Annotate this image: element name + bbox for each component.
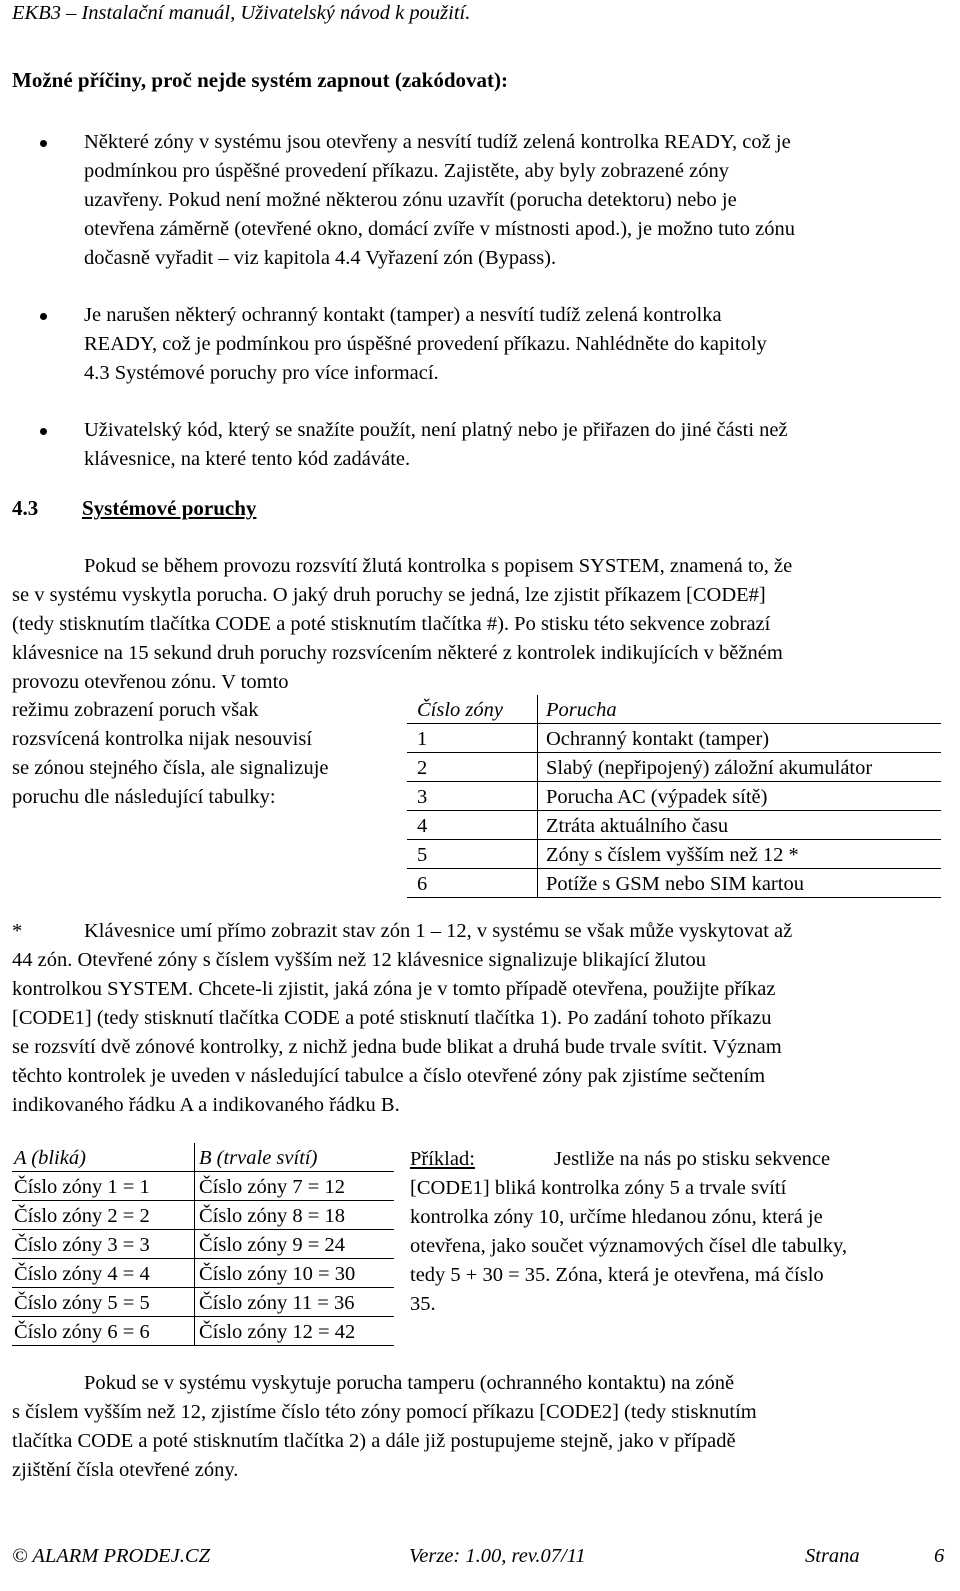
fault-table	[407, 695, 941, 898]
column-header: A (bliká)	[12, 1143, 195, 1172]
blink-cell: Číslo zóny 4 = 4	[12, 1259, 195, 1288]
zone-number-cell: 4	[407, 811, 538, 840]
text-line: rozsvícená kontrolka nijak nesouvisí	[12, 728, 313, 750]
example-label: Příklad:	[410, 1148, 475, 1170]
text-line: Je narušen některý ochranný kontakt (tamper) a nesvítí tudíž zelená kontrolka	[84, 304, 722, 326]
table-row	[12, 1288, 394, 1317]
list-item	[12, 301, 947, 388]
section-heading	[12, 496, 256, 521]
text-line: (tedy stisknutím tlačítka CODE a poté stisknutím tlačítka #). Po stisku této sekvence zobrazí	[12, 613, 771, 635]
blink-cell: Číslo zóny 6 = 6	[12, 1317, 195, 1346]
blink-cell: Číslo zóny 3 = 3	[12, 1230, 195, 1259]
blink-cell: Číslo zóny 1 = 1	[12, 1172, 195, 1201]
text-line: 4.3 Systémové poruchy pro více informací.	[84, 362, 439, 384]
zone-number-cell: 6	[407, 869, 538, 898]
page-number: 6	[934, 1545, 945, 1567]
table-row	[407, 753, 941, 782]
footnote-paragraph	[12, 917, 947, 1120]
footer-page-label: Strana	[805, 1545, 860, 1567]
text-line: uzavřeny. Pokud není možné některou zónu uzavřít (porucha detektoru) nebo je	[84, 189, 737, 211]
text-line: režimu zobrazení poruch však	[12, 699, 259, 721]
fault-cell: Ztráta aktuálního času	[538, 811, 942, 840]
fault-paragraph	[12, 552, 947, 697]
table-row	[12, 1230, 394, 1259]
column-header: B (trvale svítí)	[195, 1143, 395, 1172]
text-line: Jestliže na nás po stisku sekvence	[554, 1148, 831, 1170]
table-row	[12, 1201, 394, 1230]
text-line: tlačítka CODE a poté stisknutím tlačítka 2) a dále již postupujeme stejně, jako v případě	[12, 1430, 736, 1452]
fault-cell: Porucha AC (výpadek sítě)	[538, 782, 942, 811]
table-row	[407, 724, 941, 753]
steady-cell: Číslo zóny 7 = 12	[195, 1172, 395, 1201]
text-line: kontrolkou SYSTEM. Chcete-li zjistit, jaká zóna je v tomto případě otevřena, použijte příkaz	[12, 978, 776, 1000]
fault-cell: Ochranný kontakt (tamper)	[538, 724, 942, 753]
table-header-row	[407, 695, 941, 724]
text-line: podmínkou pro úspěšné provedení příkazu. Zajistěte, aby byly zobrazené zóny	[84, 160, 729, 182]
text-line: otevřena, jako součet významových čísel dle tabulky,	[410, 1235, 847, 1257]
text-line: Uživatelský kód, který se snažíte použít, není platný nebo je přiřazen do jiné části než	[84, 419, 788, 441]
table-row	[407, 811, 941, 840]
text-line: klávesnice na 15 sekund druh poruchy rozsvícením některé z kontrolek indikujících v běžném	[12, 642, 783, 664]
example-box	[410, 1145, 950, 1319]
steady-cell: Číslo zóny 9 = 24	[195, 1230, 395, 1259]
table-row	[12, 1259, 394, 1288]
zone-number-cell: 5	[407, 840, 538, 869]
fault-side-text	[12, 696, 329, 812]
steady-cell: Číslo zóny 11 = 36	[195, 1288, 395, 1317]
text-line: se rozsvítí dvě zónové kontrolky, z nichž jedna bude blikat a druhá bude trvale svítit. Význam	[12, 1036, 782, 1058]
steady-cell: Číslo zóny 10 = 30	[195, 1259, 395, 1288]
steady-cell: Číslo zóny 12 = 42	[195, 1317, 395, 1346]
asterisk-marker: *	[12, 920, 23, 942]
running-header: EKB3 – Instalační manuál, Uživatelský návod k použití.	[12, 2, 471, 24]
section-number: 4.3	[12, 496, 39, 520]
table-row	[12, 1172, 394, 1201]
text-line: 35.	[410, 1293, 436, 1315]
text-line: se v systému vyskytla porucha. O jaký druh poruchy se jedná, lze zjistit příkazem [CODE#]	[12, 584, 766, 606]
causes-list	[12, 128, 947, 502]
text-line: tedy 5 + 30 = 35. Zóna, která je otevřena, má číslo	[410, 1264, 824, 1286]
tamper-paragraph	[12, 1369, 947, 1485]
text-line: s číslem vyšším než 12, zjistíme číslo této zóny pomocí příkazu [CODE2] (tedy stisknutím	[12, 1401, 757, 1423]
list-item	[12, 416, 947, 474]
table-row	[12, 1317, 394, 1346]
section-title: Systémové poruchy	[82, 496, 257, 520]
blink-cell: Číslo zóny 5 = 5	[12, 1288, 195, 1317]
text-line: klávesnice, na které tento kód zadáváte.	[84, 448, 411, 470]
text-line: Pokud se v systému vyskytuje porucha tamperu (ochranného kontaktu) na zóně	[84, 1372, 735, 1394]
footer-version: Verze: 1.00, rev.07/11	[409, 1545, 586, 1567]
text-line: otevřena záměrně (otevřené okno, domácí zvíře v místnosti apod.), je možno tuto zónu	[84, 218, 796, 240]
text-line: se zónou stejného čísla, ale signalizuje	[12, 757, 329, 779]
fault-cell: Potíže s GSM nebo SIM kartou	[538, 869, 942, 898]
text-line: indikovaného řádku A a indikovaného řádku B.	[12, 1094, 400, 1116]
bullet-icon	[40, 140, 47, 147]
fault-cell: Slabý (nepřipojený) záložní akumulátor	[538, 753, 942, 782]
text-line: těchto kontrolek je uveden v následující tabulce a číslo otevřené zóny pak zjistíme sečtením	[12, 1065, 766, 1087]
steady-cell: Číslo zóny 8 = 18	[195, 1201, 395, 1230]
text-line: Některé zóny v systému jsou otevřeny a nesvítí tudíž zelená kontrolka READY, což je	[84, 131, 791, 153]
column-header: Porucha	[538, 695, 942, 724]
table-row	[407, 782, 941, 811]
zone-number-cell: 2	[407, 753, 538, 782]
zone-sum-table	[12, 1143, 394, 1346]
text-line: Pokud se během provozu rozsvítí žlutá kontrolka s popisem SYSTEM, znamená to, že	[84, 555, 793, 577]
zone-number-cell: 3	[407, 782, 538, 811]
list-item	[12, 128, 947, 273]
fault-cell: Zóny s číslem vyšším než 12 *	[538, 840, 942, 869]
column-header: Číslo zóny	[407, 695, 538, 724]
text-line: zjištění čísla otevřené zóny.	[12, 1459, 239, 1481]
text-line: 44 zón. Otevřené zóny s číslem vyšším než 12 klávesnice signalizuje blikající žlutou	[12, 949, 706, 971]
zone-number-cell: 1	[407, 724, 538, 753]
table-row	[407, 869, 941, 898]
text-line: Klávesnice umí přímo zobrazit stav zón 1 – 12, v systému se však může vyskytovat až	[84, 920, 793, 942]
footer-copyright: © ALARM PRODEJ.CZ	[12, 1545, 210, 1567]
text-line: READY, což je podmínkou pro úspěšné provedení příkazu. Nahlédněte do kapitoly	[84, 333, 767, 355]
table-row	[407, 840, 941, 869]
bullet-icon	[40, 313, 47, 320]
causes-heading: Možné příčiny, proč nejde systém zapnout (zakódovat):	[12, 68, 508, 92]
table-header-row	[12, 1143, 394, 1172]
text-line: provozu otevřenou zónu. V tomto	[12, 671, 289, 693]
text-line: [CODE1] (tedy stisknutí tlačítka CODE a poté stisknutí tlačítka 1). Po zadání tohoto příkazu	[12, 1007, 772, 1029]
text-line: dočasně vyřadit – viz kapitola 4.4 Vyřazení zón (Bypass).	[84, 247, 557, 269]
text-line: [CODE1] bliká kontrolka zóny 5 a trvale svítí	[410, 1177, 787, 1199]
text-line: kontrolka zóny 10, určíme hledanou zónu, která je	[410, 1206, 823, 1228]
blink-cell: Číslo zóny 2 = 2	[12, 1201, 195, 1230]
text-line: poruchu dle následující tabulky:	[12, 786, 276, 808]
bullet-icon	[40, 428, 47, 435]
